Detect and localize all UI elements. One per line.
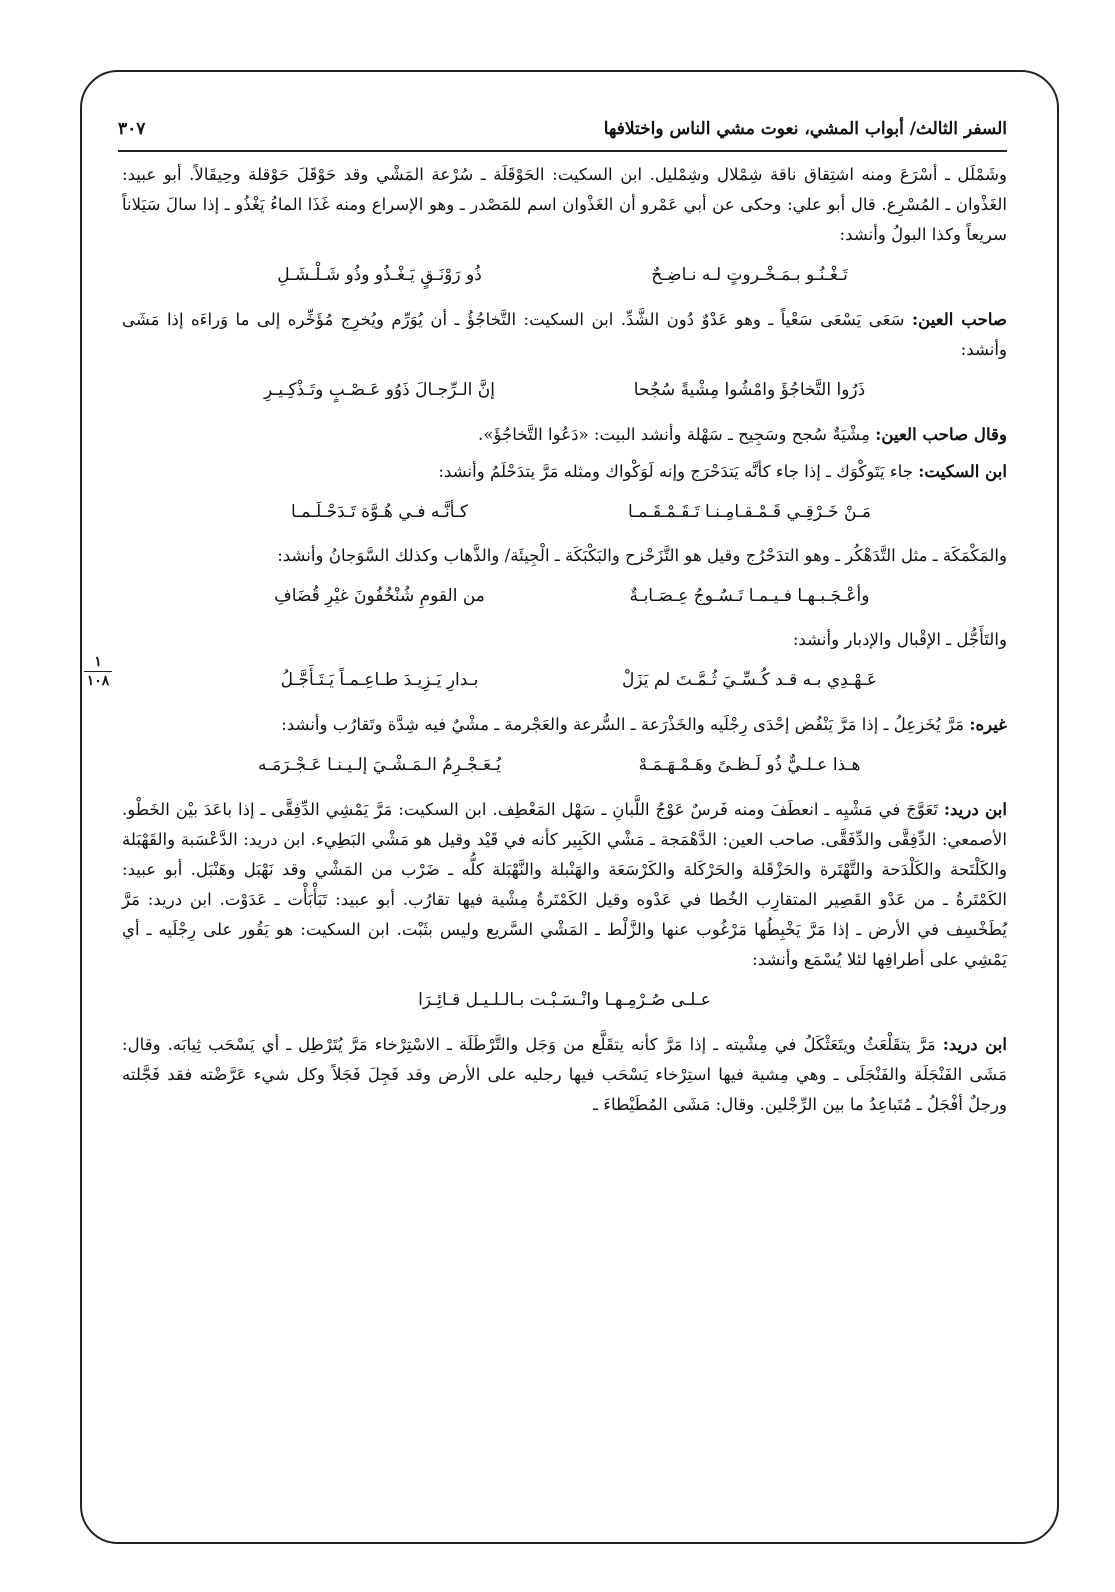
paragraph-text: مَرَّ يُخَزعِلُ ـ إذا مَرَّ يَنْفُض إحْدَى رِجْلَيه والخَذْرَعة ـ السُّرعة والعَجْرمة ـ مشْيٌ فيه شِدَّة وتَقارُب وأنشد: <box>281 715 970 734</box>
paragraph <box>122 419 1007 450</box>
paragraph <box>122 625 1007 655</box>
poetry-verse <box>122 497 1007 527</box>
paragraph-text: والمَكْمَكَة ـ مثل التَّدَهْكُر ـ وهو التدَحْرُج وقيل هو التَّزَحْزح والبَكْبَكَة ـ الْجِيئَة/ والذَّهاب وكذلك السَّوَجانُ وأنشد: <box>277 546 1007 565</box>
verse-first-hemistich: ذَرُوا التَّخاجُؤَ وامْشُوا مِشْيةً سُجُحا <box>633 380 866 400</box>
verse-line: عـلـى صُـرْمِـهـا وانْـسَـبْـت بـالـلـيـل قـائِـرَا <box>418 990 711 1010</box>
paragraph-text: مِشْيَةٌ سُجح وسَجِيح ـ سَهْلة وأنشد البيت: «دَعُوا التَّخاجُؤَ». <box>478 425 876 444</box>
paragraph <box>122 1029 1007 1120</box>
paragraph-text: والتَأَجُّل ـ الإقْبال والإدبار وأنشد: <box>792 630 1007 649</box>
margin-note-denominator: ١٠٨ <box>86 673 110 689</box>
verse-first-hemistich: عَـهْـدِي بـه قـد كُـسِّـيَ ثُـمَّـتَ لم يَزَلْ <box>621 670 877 690</box>
paragraph-text: وشَمْلَل ـ أسْرَعَ ومنه اشتِقاق ناقة شِمْلال وشِمْليل. ابن السكيت: الحَوْقَلَة ـ سُرْعة المَشْي وقد حَوْقَلَ حَوْقلة وحِيقَالاً. أبو عبيد: الغَذْوان ـ المُسْرِع. قال أبو علي: وحكى عن أبي عَمْرو أن الغَذْوان اسم للمَصْدر ـ وهو الإسراع ومنه غَذَا الماءُ يَغْذُو ـ إذا سالَ سَيَلاناً سريعاً وكذا البولُ وأنشد: <box>122 165 1007 244</box>
margin-folio-note <box>80 655 116 688</box>
verse-first-hemistich: وأعْـجَـبـهـا فـيـمـا تَـسُـوجُ عِـصَـابـةٌ <box>629 586 870 606</box>
verse-second-hemistich: يُـعَـجْـرِمُ الـمَـشْـيَ إلـيـنـا عَـجْـرَمَـه <box>258 755 501 775</box>
verse-first-hemistich: تَـغْـنُـو بـمَـخْـروتٍ لـه نـاضِـحٌ <box>651 265 848 285</box>
paragraph-text: جاء يَتَوكْوَك ـ إذا جاء كأنَّه يَتدَحْرَج وإنه لَوَكْواك ومثله مَرَّ يتدَحْلَمُ وأنشد: <box>438 462 919 481</box>
poetry-verse <box>122 750 1007 780</box>
source-label: ابن دريد: <box>943 799 1008 819</box>
source-label: وقال صاحب العين: <box>875 424 1007 444</box>
verse-second-hemistich: كـأنَّـه فـي هُـوَّة تَـدَحْـلَـمـا <box>291 502 468 522</box>
paragraph <box>122 160 1007 250</box>
margin-note-divider <box>84 671 112 672</box>
verse-second-hemistich: ذُو رَوْنَـقٍ يَـغْـذُو وذُو شَـلْـشَـلِ <box>277 265 482 285</box>
margin-note-numerator: ١ <box>94 654 102 670</box>
source-label: صاحب العين: <box>911 309 1007 329</box>
paragraph <box>122 794 1007 975</box>
paragraph-text: سَعَى يَسْعَى سَعْياً ـ وهو عَدْوٌ دُون الشَّدِّ. ابن السكيت: التَّخاجُؤُ ـ أن يُوَرِّم ويُخرِج مُؤَخِّره إلى ما وَراءَه إذا مَشَى وأنشد: <box>122 310 1007 359</box>
page-header <box>118 112 1007 146</box>
poetry-verse <box>122 375 1007 405</box>
paragraph <box>122 709 1007 740</box>
paragraph <box>122 304 1007 365</box>
verse-second-hemistich: من القومِ شُنْخُفُونَ غيْرِ قُضَافِ <box>274 586 485 606</box>
paragraph <box>122 541 1007 571</box>
verse-first-hemistich: هـذا عـلـيٌّ ذُو لَـظـىً وهَـمْـهَـمَـهْ <box>638 755 861 775</box>
poetry-verse <box>122 665 1007 695</box>
header-rule <box>118 150 1007 152</box>
poetry-verse <box>122 260 1007 290</box>
poetry-verse <box>122 581 1007 611</box>
paragraph <box>122 456 1007 487</box>
source-label: ابن السكيت: <box>918 461 1007 481</box>
page-body <box>122 160 1007 1512</box>
source-label: ابن دريد: <box>942 1034 1007 1054</box>
poetry-verse <box>122 985 1007 1015</box>
verse-second-hemistich: بـدارِ يَـزِيـدَ طـاعِـمـاً يَـتَـأَجَّـلُ <box>280 670 479 690</box>
header-title: السفر الثالث/ أبواب المشي، نعوت مشي الناس واختلافها <box>603 119 1007 139</box>
verse-first-hemistich: مَـنْ خَـرْقِـي قَـمْـقـامِـنـا تَـقَـمْـقَـمـا <box>627 502 872 522</box>
source-label: غيره: <box>969 714 1007 734</box>
paragraph-text: تَعَوَّجَ في مَشْيِه ـ انعطَفَ ومنه فَرسٌ عَوْجُ اللَّبانِ ـ سَهْل المَعْطِف. ابن السكيت: مَرَّ يَمْشِي الدِّفِقَّى ـ إذا باعَدَ بيْن الخَطْو. الأصمعي: الدِّفِقَّى والدِّفَقَّى. صاحب العين: الدَّهْمَجة ـ مَشْي الكَبِير كأنه في قَيْد وقيل هو مَشْي البَطِيء. ابن دريد: الدَّعْسَبة والقَهْبَلة والكَلْتَحة والكَلْدَحة والتَّهْتَرة والحَزْقَلة والحَرْكَلة والكَرْسَعَة والهَنْبلة والنَّهْبَلة كلُّه ـ ضَرْب من المَشْي وقد نَهْبَل وهَنْبَل. أبو عبيد: الكَمْتَرةُ ـ من عَدْو القَصِير المتقارِب الخُطا في عَدْوه وقيل الكَمْتَرةُ مِشْية فيها تقارُب. أبو عبيد: تَبَأْبَأْت ـ عَدَوْت. ابن دريد: مَرَّ يُطَخْسِف في الأرض ـ إذا مَرَّ يَخْبِطُها مَرْغُوب عنها والزَّلْط ـ المَشْي السَّريع وليس بثَبْت. ابن السكيت: هو يَقُور على رِجْلَيه ـ أي يَمْشِي على أطرافِها لئلا يُسْمَع وأنشد: <box>122 800 1007 969</box>
verse-second-hemistich: إنَّ الـرِّجـالَ ذَوُو عَـصْـبٍ وتَـذْكِـيـرِ <box>263 380 496 400</box>
page-number: ٣٠٧ <box>118 119 146 139</box>
paragraph-text: مَرَّ يتقَلْعَثُ ويتَعَثْكَلُ في مِشْيته ـ إذا مَرَّ كأنه يتقَلَّع من وَجَل والتَّرْطَلَة ـ الاسْتِرْخاء مَرَّ يُتَرْطِل ـ أي يَسْحَب ثِيابَه. وقال: مَشَى الفَنْجَلَة والفَنْجَلَى ـ وهي مِشية فيها استِرْخاء يَسْحَب فيها رجليه على الأرض وقد فَجِلَ فَجَلاً وكل شيء عَرَّضْته فقد فَجَّلته ورجلٌ أفْجَلُ ـ مُتَباعِدُ ما بين الرِّجْلين. وقال: مَشَى المُطَيْطاءَ ـ <box>122 1035 1007 1114</box>
